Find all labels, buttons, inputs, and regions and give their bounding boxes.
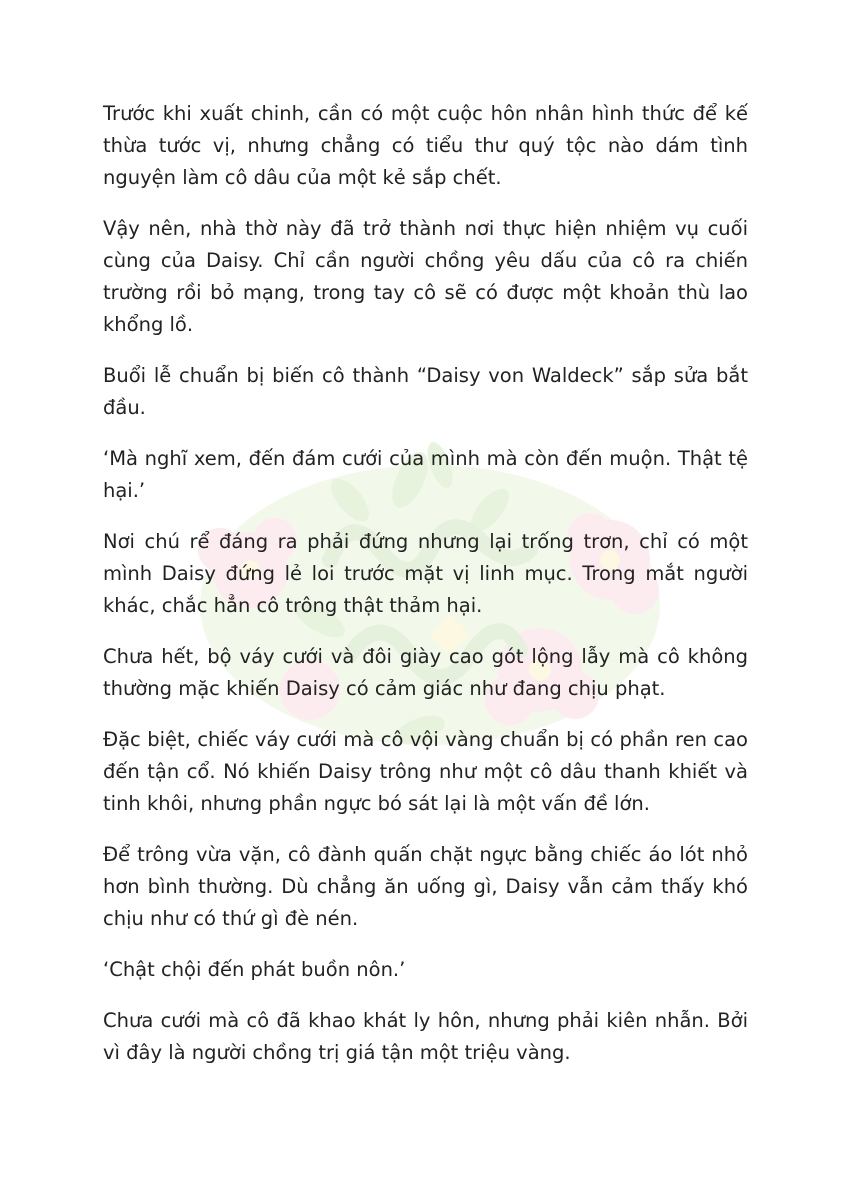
paragraph-3: Buổi lễ chuẩn bị biến cô thành “Daisy von Waldeck” sắp sửa bắt đầu.: [103, 364, 748, 419]
paragraph-7: Đặc biệt, chiếc váy cưới mà cô vội vàng chuẩn bị có phần ren cao đến tận cổ. Nó khiến Daisy trông như một cô dâu thanh khiết và tinh khôi, nhưng phần ngực bó sát lại là một vấn đề lớn.: [103, 728, 748, 815]
paragraph-10: Chưa cưới mà cô đã khao khát ly hôn, nhưng phải kiên nhẫn. Bởi vì đây là người chồng trị giá tận một triệu vàng.: [103, 1009, 748, 1064]
paragraph-2: Vậy nên, nhà thờ này đã trở thành nơi thực hiện nhiệm vụ cuối cùng của Daisy. Chỉ cần người chồng yêu dấu của cô ra chiến trường rồi bỏ mạng, trong tay cô sẽ có được một khoản thù lao khổng lồ.: [103, 217, 748, 336]
paragraph-1: Trước khi xuất chinh, cần có một cuộc hôn nhân hình thức để kế thừa tước vị, nhưng chẳng có tiểu thư quý tộc nào dám tình nguyện làm cô dâu của một kẻ sắp chết.: [103, 102, 748, 189]
paragraph-5: Nơi chú rể đáng ra phải đứng nhưng lại trống trơn, chỉ có một mình Daisy đứng lẻ loi trước mặt vị linh mục. Trong mắt người khác, chắc hẳn cô trông thật thảm hại.: [103, 530, 748, 617]
paragraph-6: Chưa hết, bộ váy cưới và đôi giày cao gót lộng lẫy mà cô không thường mặc khiến Daisy có cảm giác như đang chịu phạt.: [103, 645, 748, 700]
paragraph-8: Để trông vừa vặn, cô đành quấn chặt ngực bằng chiếc áo lót nhỏ hơn bình thường. Dù chẳng ăn uống gì, Daisy vẫn cảm thấy khó chịu như có thứ gì đè nén.: [103, 843, 748, 930]
paragraph-4: ‘Mà nghĩ xem, đến đám cưới của mình mà còn đến muộn. Thật tệ hại.’: [103, 447, 748, 502]
paragraph-9: ‘Chật chội đến phát buồn nôn.’: [103, 958, 406, 981]
story-text: [103, 98, 748, 1088]
